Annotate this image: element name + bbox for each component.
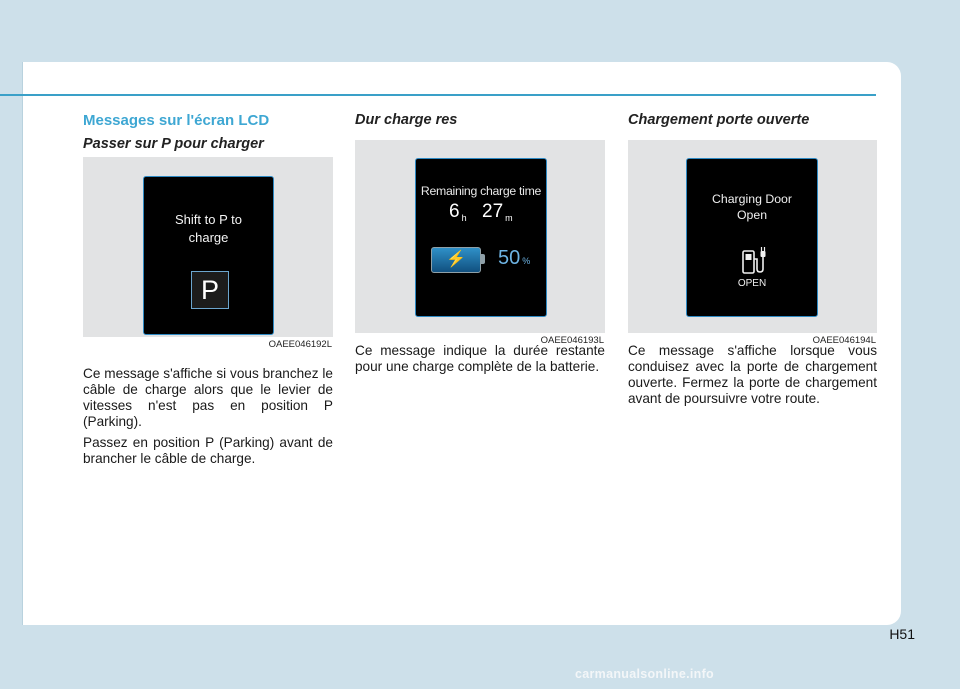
lcd-screen xyxy=(686,158,818,317)
hours-unit: h xyxy=(461,213,467,223)
lcd-screen xyxy=(415,158,547,317)
minutes-value: 27 xyxy=(482,201,504,222)
subtitle-shift-to-p: Passer sur P pour charger xyxy=(83,136,264,152)
lcd-message-line2: charge xyxy=(188,230,229,245)
paragraph-1: Ce message s'affiche lorsque vous conduisez avec la porte de chargement ouverte. Fermez la porte de chargement avant de poursuivre votre route. xyxy=(628,343,877,406)
section-title: Messages sur l'écran LCD xyxy=(83,112,270,129)
lcd-screen xyxy=(143,176,274,335)
lcd-message xyxy=(687,191,817,223)
gear-p-indicator: P xyxy=(191,271,229,309)
paragraph-1: Ce message indique la durée restante pour une charge complète de la batterie. xyxy=(355,343,605,374)
charging-plug-icon xyxy=(742,245,766,275)
open-label: OPEN xyxy=(737,278,767,289)
lcd-message xyxy=(144,211,273,247)
figure-code: OAEE046193L xyxy=(540,335,604,346)
battery-terminal xyxy=(481,254,485,264)
lightning-bolt-icon: ⚡ xyxy=(446,251,466,268)
paragraph-1: Ce message s'affiche si vous branchez le câble de charge alors que le levier de vitesses n'est pas en position P (Parking). xyxy=(83,366,333,429)
lcd-message-line1: Shift to P to xyxy=(175,212,242,227)
charge-percent xyxy=(498,247,530,270)
figure-charge-time xyxy=(355,140,605,346)
lcd-message-line2: Open xyxy=(736,208,768,222)
percent-unit: % xyxy=(522,256,531,266)
page-number: H51 xyxy=(889,626,915,642)
subtitle-charge-time: Dur charge res xyxy=(355,112,458,128)
minutes-unit: m xyxy=(505,213,513,223)
watermark: carmanualsonline.info xyxy=(575,667,714,681)
figure-code: OAEE046194L xyxy=(812,335,876,346)
remaining-charge-title: Remaining charge time xyxy=(420,184,542,198)
figure-shift-to-p xyxy=(83,157,333,350)
lcd-message-line1: Charging Door xyxy=(712,192,792,206)
subtitle-charging-door: Chargement porte ouverte xyxy=(628,112,810,128)
figure-charging-door xyxy=(628,140,877,346)
hours-readout xyxy=(449,201,467,223)
figure-code: OAEE046192L xyxy=(268,339,332,350)
paragraph-2: Passez en position P (Parking) avant de brancher le câble de charge. xyxy=(83,435,333,466)
percent-value: 50 xyxy=(498,247,521,269)
hours-value: 6 xyxy=(449,201,460,222)
minutes-readout xyxy=(482,201,513,223)
header-rule xyxy=(0,94,876,96)
left-margin-strip xyxy=(0,62,22,625)
